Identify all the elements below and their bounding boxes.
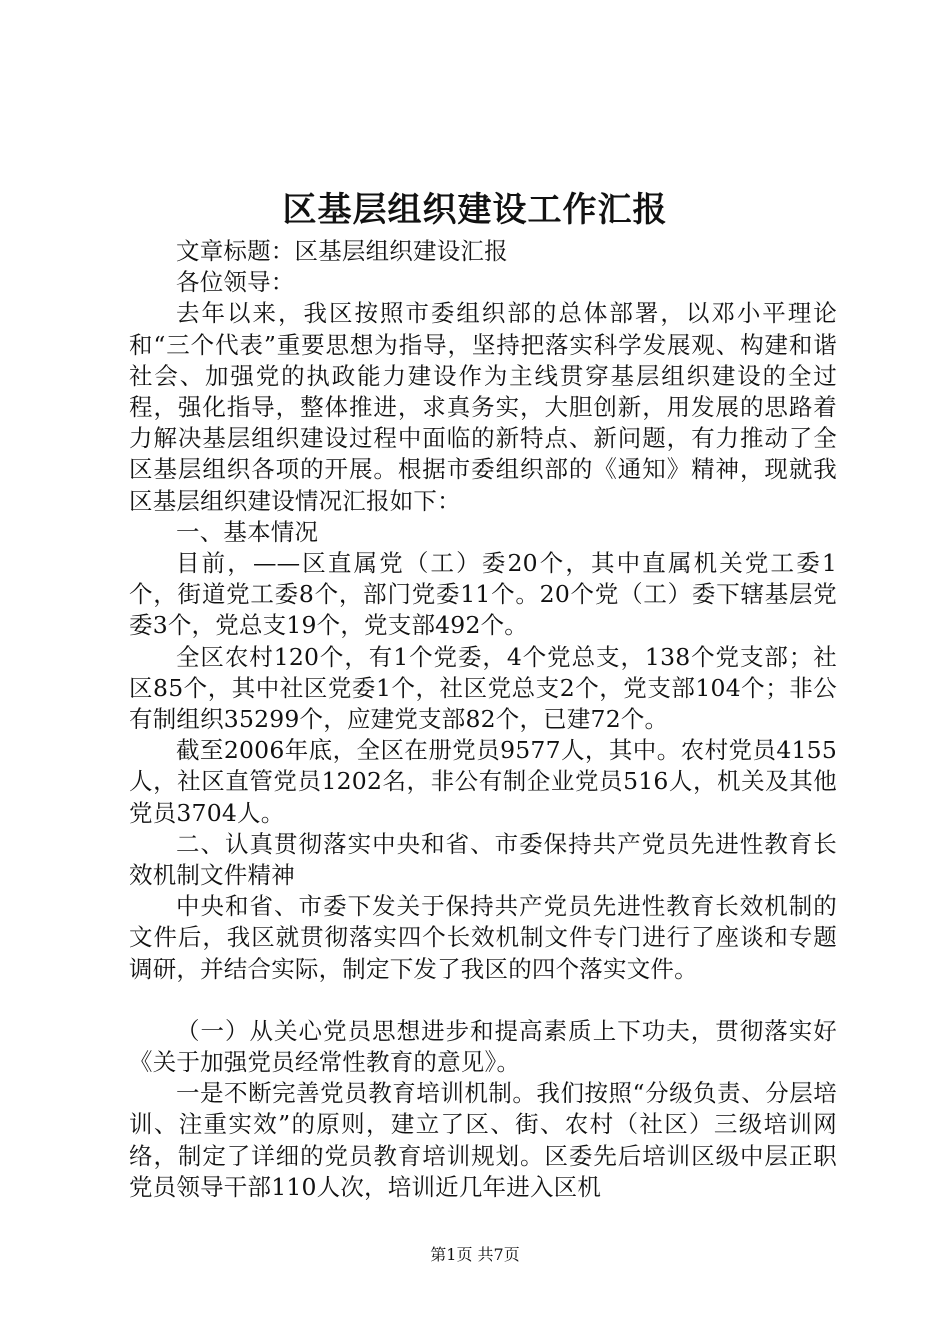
paragraph-article-title: 文章标题：区基层组织建设汇报 <box>176 237 508 265</box>
paragraph-rural-community: 全区农村120个，有1个党委，4个党总支，138个党支部；社区85个，其中社区党委1个，社区党总支2个，党支部104个；非公有制组织35299个，应建党支部82个，已建72个。 <box>129 642 837 734</box>
document-title: 区基层组织建设工作汇报 <box>282 190 668 230</box>
section-heading-basic-info: 一、基本情况 <box>176 517 319 546</box>
paragraph-salutation: 各位领导： <box>176 268 295 297</box>
page-number-footer: 第1页 共7页 <box>430 1245 520 1264</box>
paragraph-training-mechanism: 一是不断完善党员教育培训机制。我们按照“分级负责、分层培训、注重实效”的原则，建立了区、街、农村（社区）三级培训网络，制定了详细的党员教育培训规划。区委先后培训区级中层正职党员领导干部110人次，培训近几年进入区机 <box>129 1079 837 1201</box>
document-body <box>129 236 837 1203</box>
paragraph-member-count: 截至2006年底，全区在册党员9577人，其中。农村党员4155人，社区直管党员1202名，非公有制企业党员516人，机关及其他党员3704人。 <box>129 736 837 827</box>
paragraph-party-committees: 目前，——区直属党（工）委20个，其中直属机关党工委1个，街道党工委8个，部门党委11个。20个党（工）委下辖基层党委3个，党总支19个，党支部492个。 <box>129 549 837 640</box>
paragraph-central-documents: 中央和省、市委下发关于保持共产党员先进性教育长效机制的文件后，我区就贯彻落实四个长效机制文件专门进行了座谈和专题调研，并结合实际，制定下发了我区的四个落实文件。 <box>129 892 837 983</box>
subsection-heading-education: （一）从关心党员思想进步和提高素质上下功夫，贯彻落实好《关于加强党员经常性教育的意见》。 <box>129 1016 837 1077</box>
section-heading-implementation: 二、认真贯彻落实中央和省、市委保持共产党员先进性教育长效机制文件精神 <box>129 829 837 890</box>
paragraph-intro: 去年以来，我区按照市委组织部的总体部署，以邓小平理论和“三个代表”重要思想为指导，坚持把落实科学发展观、构建和谐社会、加强党的执政能力建设作为主线贯穿基层组织建设的全过程，强化指导，整体推进，求真务实，大胆创新，用发展的思路着力解决基层组织建设过程中面临的新特点、新问题，有力推动了全区基层组织各项的开展。根据市委组织部的《通知》精神，现就我区基层组织建设情况汇报如下： <box>129 299 837 515</box>
